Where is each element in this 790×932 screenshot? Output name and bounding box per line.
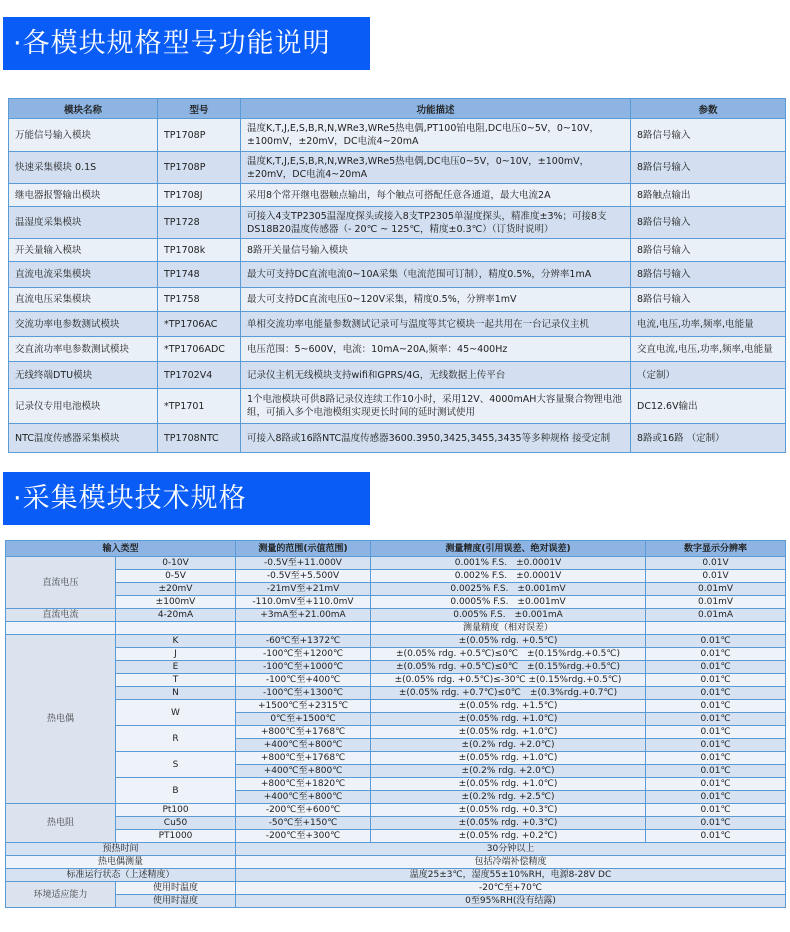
spec-cell: 0.01℃ [646,752,786,765]
table-row [9,207,786,239]
params-cell: 8路或16路 （定制） [631,424,786,453]
spec-cell: 30分钟以上 [236,843,786,856]
model-cell: TP1708P [158,152,241,184]
spec-cell: Cu50 [116,817,236,830]
spec-cell: 0-10V [116,557,236,570]
params-cell: 8路信号输入 [631,119,786,152]
params-cell: 交直电流,电压,功率,频率,电能量 [631,337,786,362]
table-row [6,752,786,765]
table-row [6,596,786,609]
spec-cell: N [116,687,236,700]
module-name-cell: 交流功率电参数测试模块 [9,312,158,337]
spec-cell: 0.01℃ [646,817,786,830]
spec-cell: 包括冷端补偿精度 [236,856,786,869]
model-cell: TP1758 [158,288,241,312]
spec-cell: 0.01℃ [646,687,786,700]
table-row [6,570,786,583]
spec-cell: 0.01V [646,557,786,570]
table-row [9,288,786,312]
spec-cell: ±(0.05% rdg. +1.0℃) [371,713,646,726]
model-cell: TP1728 [158,207,241,239]
spec-cell: +400℃至+800℃ [236,739,371,752]
spec-cell: 0.01℃ [646,713,786,726]
section-title-acquisition-specs: ·采集模块技术规格 [3,472,370,525]
model-cell: TP1708k [158,239,241,262]
spec-cell: 0.01℃ [646,648,786,661]
model-cell: *TP1706ADC [158,337,241,362]
function-cell: 可接入8路或16路NTC温度传感器3600.3950,3425,3455,3435等多种规格 接受定制 [241,424,631,453]
spec-cell: -200℃至+300℃ [236,830,371,843]
acquisition-spec-table [5,540,786,908]
params-cell: DC12.6V输出 [631,389,786,424]
table-row [9,337,786,362]
table-row [6,726,786,739]
function-cell: 最大可支持DC直流电压0~120V采集，精度0.5%，分辨率1mV [241,288,631,312]
table-row [6,583,786,596]
module-name-cell: 直流电压采集模块 [9,288,158,312]
table-row [6,869,786,882]
spec-cell: ±20mV [116,583,236,596]
spec-cell: 0.01mV [646,596,786,609]
spec-cell: 0至95%RH(没有结露) [236,895,786,908]
spec-cell: -110.0mV至+110.0mV [236,596,371,609]
module-name-cell: 万能信号输入模块 [9,119,158,152]
spec-cell: +3mA至+21.00mA [236,609,371,622]
spec-cell: -100℃至+1300℃ [236,687,371,700]
function-cell: 可接入4支TP2305温湿度探头或接入8支TP2305单湿度探头，精准度±3%；可接8支DS18B20温度传感器（- 20℃ ~ 125℃，精度±0.3℃）（订货时说明） [241,207,631,239]
table-row [6,687,786,700]
header-cell: 输入类型 [6,541,236,557]
spec-cell: -200℃至+600℃ [236,804,371,817]
spec-cell: ±(0.05% rdg. +0.2℃) [371,830,646,843]
function-cell: 1个电池模块可供8路记录仪连续工作10小时，采用12V、4000mAH大容量聚合物锂电池组，可插入多个电池模组实现更长时间的延时测试使用 [241,389,631,424]
spec-cell: ±(0.05% rdg. +0.7℃)≤0℃ ±(0.3%rdg.+0.7℃) [371,687,646,700]
model-cell: TP1708J [158,184,241,207]
table-row [9,424,786,453]
spec-cell: -0.5V至+11.000V [236,557,371,570]
spec-cell: +400℃至+800℃ [236,791,371,804]
module-name-cell: 交直流功率电参数测试模块 [9,337,158,362]
header-model: 型号 [158,99,241,119]
header-cell: 测量的范围(示值范围) [236,541,371,557]
module-name-cell: 开关量输入模块 [9,239,158,262]
spec-cell: ±(0.2% rdg. +2.0℃) [371,739,646,752]
spec-cell: ±(0.05% rdg. +0.5℃) [371,635,646,648]
table-row [6,557,786,570]
spec-cell: ±(0.05% rdg. +0.5℃)≤0℃ ±(0.15%rdg.+0.5℃) [371,648,646,661]
function-cell: 8路开关量信号输入模块 [241,239,631,262]
table-row [9,362,786,389]
spec-cell: -50℃至+150℃ [236,817,371,830]
spec-cell: ±100mV [116,596,236,609]
table-row [6,856,786,869]
spec-cell: 0.01℃ [646,726,786,739]
header-cell: 测量精度(引用误差、绝对误差) [371,541,646,557]
function-cell: 最大可支持DC直流电流0~10A采集（电流范围可订制），精度0.5%，分辨率1mA [241,262,631,288]
function-cell: 采用8个常开继电器触点输出，每个触点可搭配任意各通道，最大电流2A [241,184,631,207]
spec-cell: 预热时间 [6,843,236,856]
table-row [6,661,786,674]
spec-cell: 0.01℃ [646,778,786,791]
table-row [6,635,786,648]
table-row [6,700,786,713]
spec-cell: 0.01℃ [646,804,786,817]
table-row [6,882,786,895]
spec-cell: -0.5V至+5.500V [236,570,371,583]
spec-cell: ±(0.05% rdg. +0.3℃) [371,817,646,830]
table-row [6,830,786,843]
spec-cell: 0.005% F.S. ±0.001mA [371,609,646,622]
module-name-cell: NTC温度传感器采集模块 [9,424,158,453]
table-row [9,262,786,288]
model-cell: TP1708NTC [158,424,241,453]
spec-cell: 0.01℃ [646,661,786,674]
spec-cell: PT1000 [116,830,236,843]
input-type-group-cell: 环境适应能力 [6,882,116,908]
spec-cell: 0.001% F.S. ±0.0001V [371,557,646,570]
params-cell: 8路信号输入 [631,262,786,288]
spec-cell: ±(0.2% rdg. +2.5℃) [371,791,646,804]
spec-cell: 使用时温度 [116,882,236,895]
input-type-group-cell: 热电偶 [6,635,116,804]
spec-cell: 使用时湿度 [116,895,236,908]
params-cell: 电流,电压,功率,频率,电能量 [631,312,786,337]
input-type-group-cell: 直流电压 [6,557,116,609]
spec-cell [236,622,371,635]
spec-cell: +800℃至+1820℃ [236,778,371,791]
table-row [9,239,786,262]
spec-cell: 0.01mV [646,583,786,596]
module-name-cell: 无线终端DTU模块 [9,362,158,389]
spec-cell: 0.01℃ [646,830,786,843]
module-name-cell: 直流电流采集模块 [9,262,158,288]
params-cell: 8路信号输入 [631,207,786,239]
spec-cell: -100℃至+1200℃ [236,648,371,661]
spec-cell: 0.01V [646,570,786,583]
table-row [6,674,786,687]
spec-cell: +400℃至+800℃ [236,765,371,778]
spec-cell: B [116,778,236,804]
spec-cell: 测量精度（相对误差） [371,622,646,635]
model-cell: *TP1701 [158,389,241,424]
table-row [6,622,786,635]
spec-cell: 0.01mA [646,609,786,622]
spec-cell: Pt100 [116,804,236,817]
function-cell: 记录仪主机无线模块支持wifi和GPRS/4G，无线数据上传平台 [241,362,631,389]
function-cell: 温度K,T,J,E,S,B,R,N,WRe3,WRe5热电偶,PT100铂电阻,DC电压0~5V，0~10V，±100mV，±20mV，DC电流4~20mA [241,119,631,152]
spec-cell: ±(0.2% rdg. +2.0℃) [371,765,646,778]
spec-cell: 0.01℃ [646,700,786,713]
spec-cell: 标准运行状态（上述精度） [6,869,236,882]
spec-cell: -21mV至+21mV [236,583,371,596]
spec-cell: ±(0.05% rdg. +1.0℃) [371,778,646,791]
model-cell: TP1708P [158,119,241,152]
table-row [9,152,786,184]
table-row [6,843,786,856]
spec-cell: 0.0005% F.S. ±0.001mV [371,596,646,609]
params-cell: 8路信号输入 [631,152,786,184]
table-row [9,119,786,152]
spec-cell: E [116,661,236,674]
spec-cell: ±(0.05% rdg. +0.5℃)≤-30℃ ±(0.15%rdg.+0.5℃) [371,674,646,687]
params-cell: 8路触点输出 [631,184,786,207]
spec-cell: 0.0025% F.S. ±0.001mV [371,583,646,596]
spec-cell: 0.002% F.S. ±0.0001V [371,570,646,583]
params-cell: （定制） [631,362,786,389]
spec-cell: ±(0.05% rdg. +1.5℃) [371,700,646,713]
spec-cell: W [116,700,236,726]
spec-cell: T [116,674,236,687]
function-cell: 电压范围：5~600V，电流：10mA~20A,频率：45~400Hz [241,337,631,362]
table-row [6,895,786,908]
model-cell: TP1702V4 [158,362,241,389]
module-spec-table [8,98,786,453]
spec-cell: -20℃至+70℃ [236,882,786,895]
input-type-group-cell: 直流电流 [6,609,116,622]
module-name-cell: 温湿度采集模块 [9,207,158,239]
spec-cell: 0.01℃ [646,674,786,687]
function-cell: 温度K,T,J,E,S,B,R,N,WRe3,WRe5热电偶,DC电压0~5V，0~10V，±100mV，±20mV，DC电流4~20mA [241,152,631,184]
table-row [6,648,786,661]
table-header-row [9,99,786,119]
module-name-cell: 继电器报警输出模块 [9,184,158,207]
spec-cell: -100℃至+400℃ [236,674,371,687]
params-cell: 8路信号输入 [631,239,786,262]
spec-cell: ±(0.05% rdg. +0.3℃) [371,804,646,817]
module-name-cell: 快速采集模块 0.1S [9,152,158,184]
spec-cell: 0.01℃ [646,739,786,752]
table-row [6,817,786,830]
header-function: 功能描述 [241,99,631,119]
spec-cell: -100℃至+1000℃ [236,661,371,674]
spec-cell: 0℃至+1500℃ [236,713,371,726]
spec-cell: 0-5V [116,570,236,583]
spec-cell: K [116,635,236,648]
table-row [9,312,786,337]
spec-cell: +800℃至+1768℃ [236,726,371,739]
spec-cell: 温度25±3℃，湿度55±10%RH，电源8-28V DC [236,869,786,882]
spec-cell: ±(0.05% rdg. +0.5℃)≤0℃ ±(0.15%rdg.+0.5℃) [371,661,646,674]
table-header-row [6,541,786,557]
table-row [6,804,786,817]
model-cell: *TP1706AC [158,312,241,337]
spec-cell [646,622,786,635]
model-cell: TP1748 [158,262,241,288]
input-type-group-cell: 热电阻 [6,804,116,843]
module-name-cell: 记录仪专用电池模块 [9,389,158,424]
spec-cell [116,622,236,635]
spec-cell: +800℃至+1768℃ [236,752,371,765]
header-cell: 数字显示分辨率 [646,541,786,557]
spec-cell: -60℃至+1372℃ [236,635,371,648]
function-cell: 单相交流功率电能量参数测试记录可与温度等其它模块一起共用在一台记录仪主机 [241,312,631,337]
header-params: 参数 [631,99,786,119]
table-row [9,389,786,424]
table-row [6,778,786,791]
spec-cell: R [116,726,236,752]
params-cell: 8路信号输入 [631,288,786,312]
spec-cell [6,622,116,635]
spec-cell: 热电偶测量 [6,856,236,869]
table-row [9,184,786,207]
spec-cell: 4-20mA [116,609,236,622]
spec-cell: 0.01℃ [646,635,786,648]
spec-cell: J [116,648,236,661]
spec-cell: +1500℃至+2315℃ [236,700,371,713]
spec-cell: ±(0.05% rdg. +1.0℃) [371,752,646,765]
spec-cell: S [116,752,236,778]
spec-cell: ±(0.05% rdg. +1.0℃) [371,726,646,739]
header-module-name: 模块名称 [9,99,158,119]
spec-cell: 0.01℃ [646,791,786,804]
section-title-module-specs: ·各模块规格型号功能说明 [3,17,370,70]
spec-cell: 0.01℃ [646,765,786,778]
table-row [6,609,786,622]
